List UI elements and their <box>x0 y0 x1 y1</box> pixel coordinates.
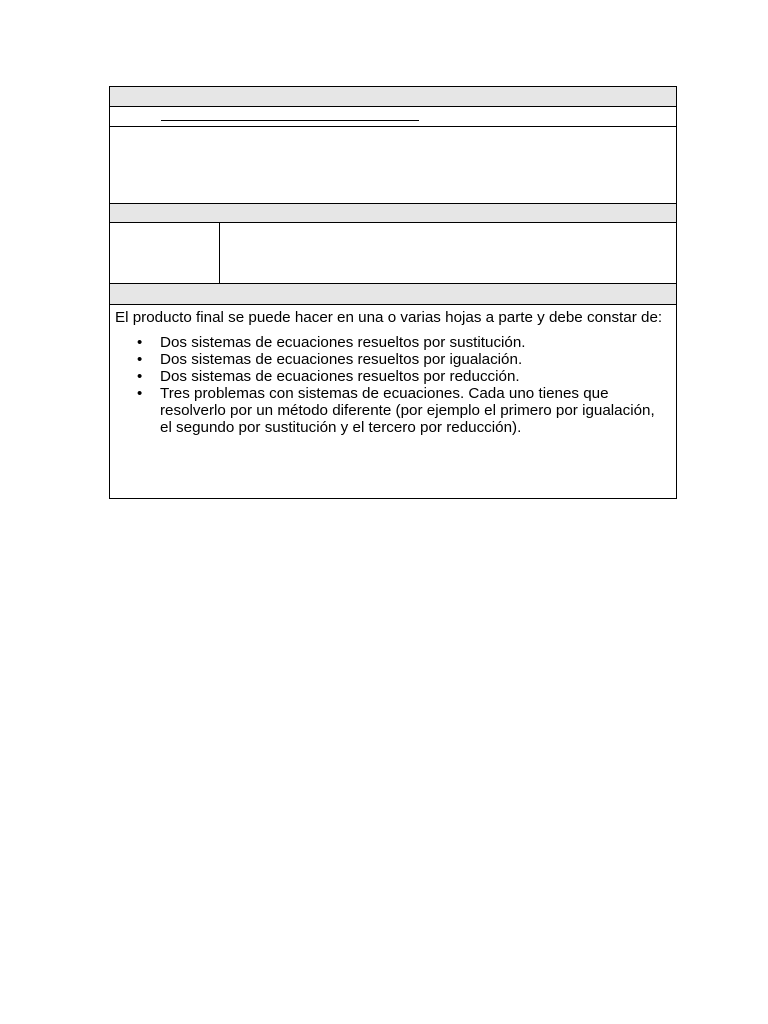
name-row <box>110 107 676 127</box>
header-row-2 <box>110 204 676 223</box>
document-table <box>109 86 677 499</box>
list-item-text: Dos sistemas de ecuaciones resueltos por sustitución. <box>160 334 526 351</box>
header-row-3 <box>110 284 676 305</box>
bullet-icon: • <box>137 385 143 402</box>
bullet-icon: • <box>137 368 143 385</box>
header-row-1 <box>110 87 676 107</box>
list-item <box>110 385 670 436</box>
product-list <box>110 334 670 436</box>
list-item-text: Dos sistemas de ecuaciones resueltos por igualación. <box>160 351 523 368</box>
two-column-row <box>110 223 676 284</box>
product-intro-text: El producto final se puede hacer en una o varias hojas a parte y debe constar de: <box>115 309 663 326</box>
product-row <box>110 305 676 498</box>
bullet-icon: • <box>137 334 143 351</box>
empty-content-row <box>110 127 676 204</box>
list-item-text: Tres problemas con sistemas de ecuaciones. Cada uno tienes que resolverlo por un método diferente (por ejemplo el primero por igualación, el segundo por sustitución y el tercero por reducción). <box>160 385 655 436</box>
blank-underline-field <box>161 120 419 121</box>
list-item <box>110 351 670 368</box>
list-item-text: Dos sistemas de ecuaciones resueltos por reducción. <box>160 368 520 385</box>
list-item <box>110 334 670 351</box>
bullet-icon: • <box>137 351 143 368</box>
column-divider <box>219 223 220 283</box>
list-item <box>110 368 670 385</box>
